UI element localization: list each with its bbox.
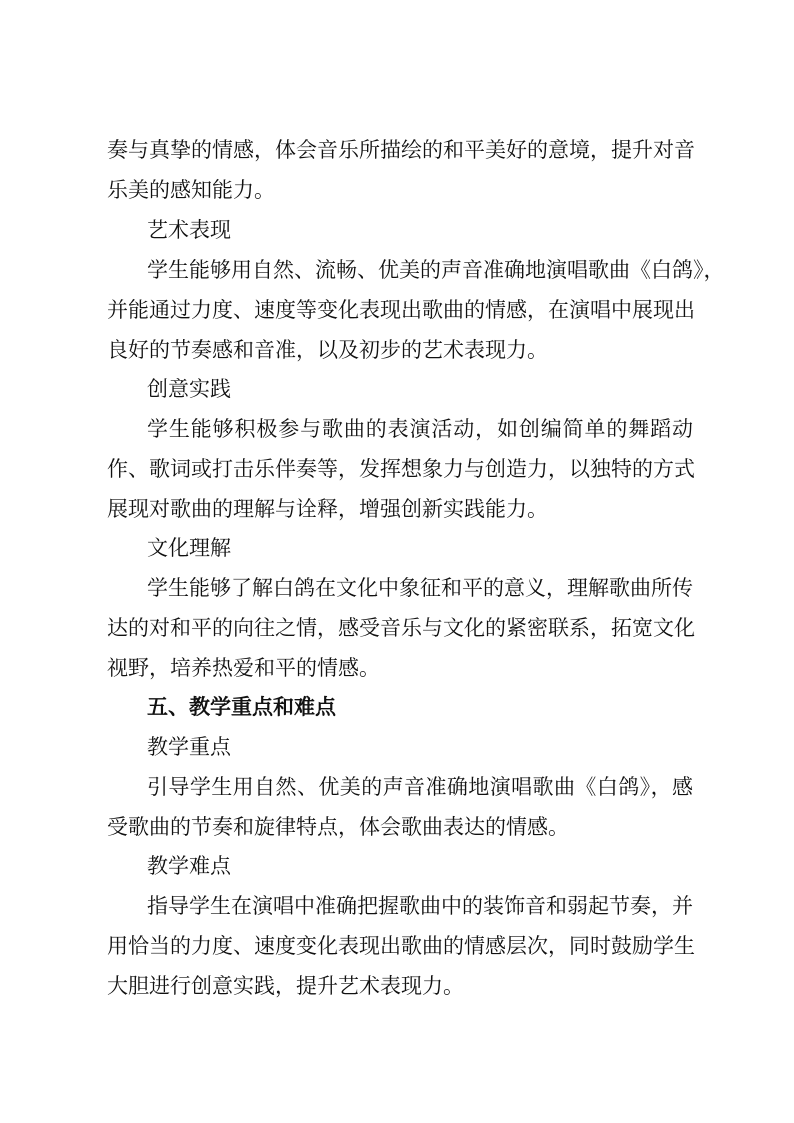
section-heading: 五、教学重点和难点	[147, 694, 336, 719]
cultural-understanding-title: 文化理解	[147, 536, 231, 560]
creative-practice-line-1: 学生能够积极参与歌曲的表演活动，如创编简单的舞蹈动	[147, 417, 693, 441]
intro-line-1: 奏与真挚的情感，体会音乐所描绘的和平美好的意境，提升对音	[107, 138, 695, 162]
cultural-understanding-line-1: 学生能够了解白鸽在文化中象征和平的意义，理解歌曲所传	[147, 576, 693, 600]
art-expression-line-3: 良好的节奏感和音准，以及初步的艺术表现力。	[107, 338, 548, 362]
key-points-line-1: 引导学生用自然、优美的声音准确地演唱歌曲《白鸽》，感	[147, 775, 693, 799]
difficult-points-title: 教学难点	[147, 854, 231, 878]
key-points-line-2: 受歌曲的节奏和旋律特点，体会歌曲表达的情感。	[107, 815, 569, 839]
art-expression-line-1: 学生能够用自然、流畅、优美的声音准确地演唱歌曲《白鸽》，	[147, 258, 725, 282]
difficult-points-line-3: 大胆进行创意实践，提升艺术表现力。	[107, 974, 464, 998]
intro-line-2: 乐美的感知能力。	[107, 178, 275, 202]
creative-practice-line-2: 作、歌词或打击乐伴奏等，发挥想象力与创造力，以独特的方式	[107, 457, 695, 481]
difficult-points-line-2: 用恰当的力度、速度变化表现出歌曲的情感层次，同时鼓励学生	[107, 934, 695, 958]
key-points-title: 教学重点	[147, 735, 231, 759]
difficult-points-line-1: 指导学生在演唱中准确把握歌曲中的装饰音和弱起节奏，并	[147, 894, 693, 918]
art-expression-title: 艺术表现	[147, 218, 231, 242]
creative-practice-title: 创意实践	[147, 377, 231, 401]
cultural-understanding-line-3: 视野，培养热爱和平的情感。	[107, 656, 380, 680]
creative-practice-line-3: 展现对歌曲的理解与诠释，增强创新实践能力。	[107, 497, 548, 521]
art-expression-line-2: 并能通过力度、速度等变化表现出歌曲的情感，在演唱中展现出	[107, 298, 695, 322]
cultural-understanding-line-2: 达的对和平的向往之情，感受音乐与文化的紧密联系，拓宽文化	[107, 616, 695, 640]
